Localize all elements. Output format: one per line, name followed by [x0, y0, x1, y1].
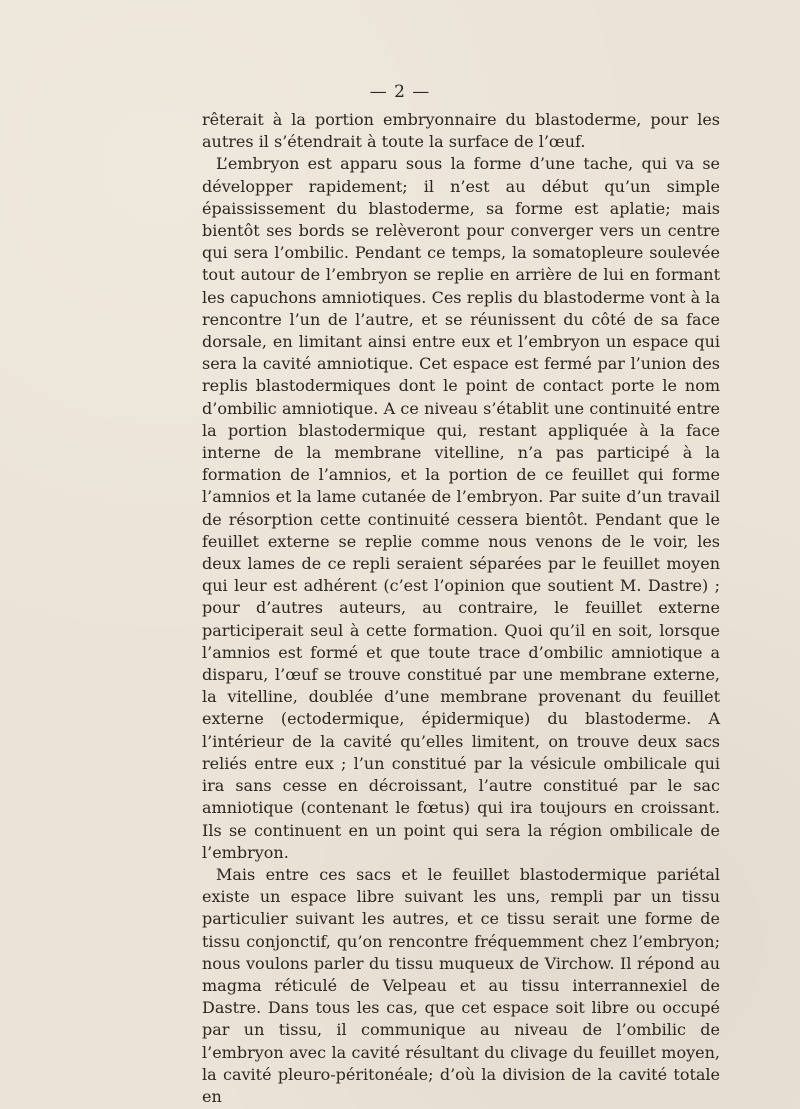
page-number: — 2 — [369, 82, 431, 102]
paragraph-embryon: L’embryon est apparu sous la forme d’une tache, qui va se développer rapidement; il n’est au début qu’un simple épaississement du blastoderme, sa forme est aplatie; mais bientôt ses bords se relèveront pour converger vers un centre qui sera l’ombilic. Pendant ce temps, la somatopleure soulevée tout autour de l’embryon se replie en arrière de lui en formant les capuchons amniotiques. Ces replis du blastoderme vont à la rencontre l’un de l’autre, et se réunissent du côté de sa face dorsale, en limitant ainsi entre eux et l’embryon un espace qui sera la cavité amniotique. Cet espace est fermé par l’union des replis blastodermiques dont le point de contact porte le nom d’ombilic amniotique. A ce niveau s’établit une continuité entre la portion blastodermique qui, restant appliquée à la face interne de la membrane vitelline, n’a pas participé à la formation de l’amnios, et la portion de ce feuillet qui forme l’amnios et la lame cutanée de l’embryon. Par suite d’un travail de résorption cette continuité cessera bientôt. Pendant que le feuillet externe se replie comme nous venons de le voir, les deux lames de ce repli seraient séparées par le feuillet moyen qui leur est adhérent (c’est l’opinion que soutient M. Dastre) ; pour d’autres auteurs, au contraire, le feuillet externe participerait seul à cette formation. Quoi qu’il en soit, lorsque l’amnios est formé et que toute trace d’ombilic amniotique a disparu, l’œuf se trouve constitué par une membrane externe, la vitelline, doublée d’une membrane provenant du feuillet externe (ectodermique, épidermique) du blastoderme. A l’intérieur de la cavité qu’elles limitent, on trouve deux sacs reliés entre eux ; l’un constitué par la vésicule ombilicale qui ira sans cesse en décroissant, l’autre constitué par le sac amniotique (contenant le fœtus) qui ira toujours en croissant. Ils se continuent en un point qui sera la région ombilicale de l’embryon. [202, 154, 720, 862]
paragraph-continuation: rêterait à la portion embryonnaire du blastoderme, pour les autres il s’étendrait à toute la surface de l’œuf. [202, 110, 720, 152]
body-text [202, 109, 720, 1108]
paragraph-sacs: Mais entre ces sacs et le feuillet blastodermique pariétal existe un espace libre suivant les uns, rempli par un tissu particulier suivant les autres, et ce tissu serait une forme de tissu conjonctif, qu’on rencontre fréquemment chez l’embryon; nous voulons parler du tissu muqueux de Virchow. Il répond au magma réticulé de Velpeau et au tissu interrannexiel de Dastre. Dans tous les cas, que cet espace soit libre ou occupé par un tissu, il communique au niveau de l’ombilic de l’embryon avec la cavité résultant du clivage du feuillet moyen, la cavité pleuro-péritonéale; d’où la division de la cavité totale en [202, 864, 720, 1106]
